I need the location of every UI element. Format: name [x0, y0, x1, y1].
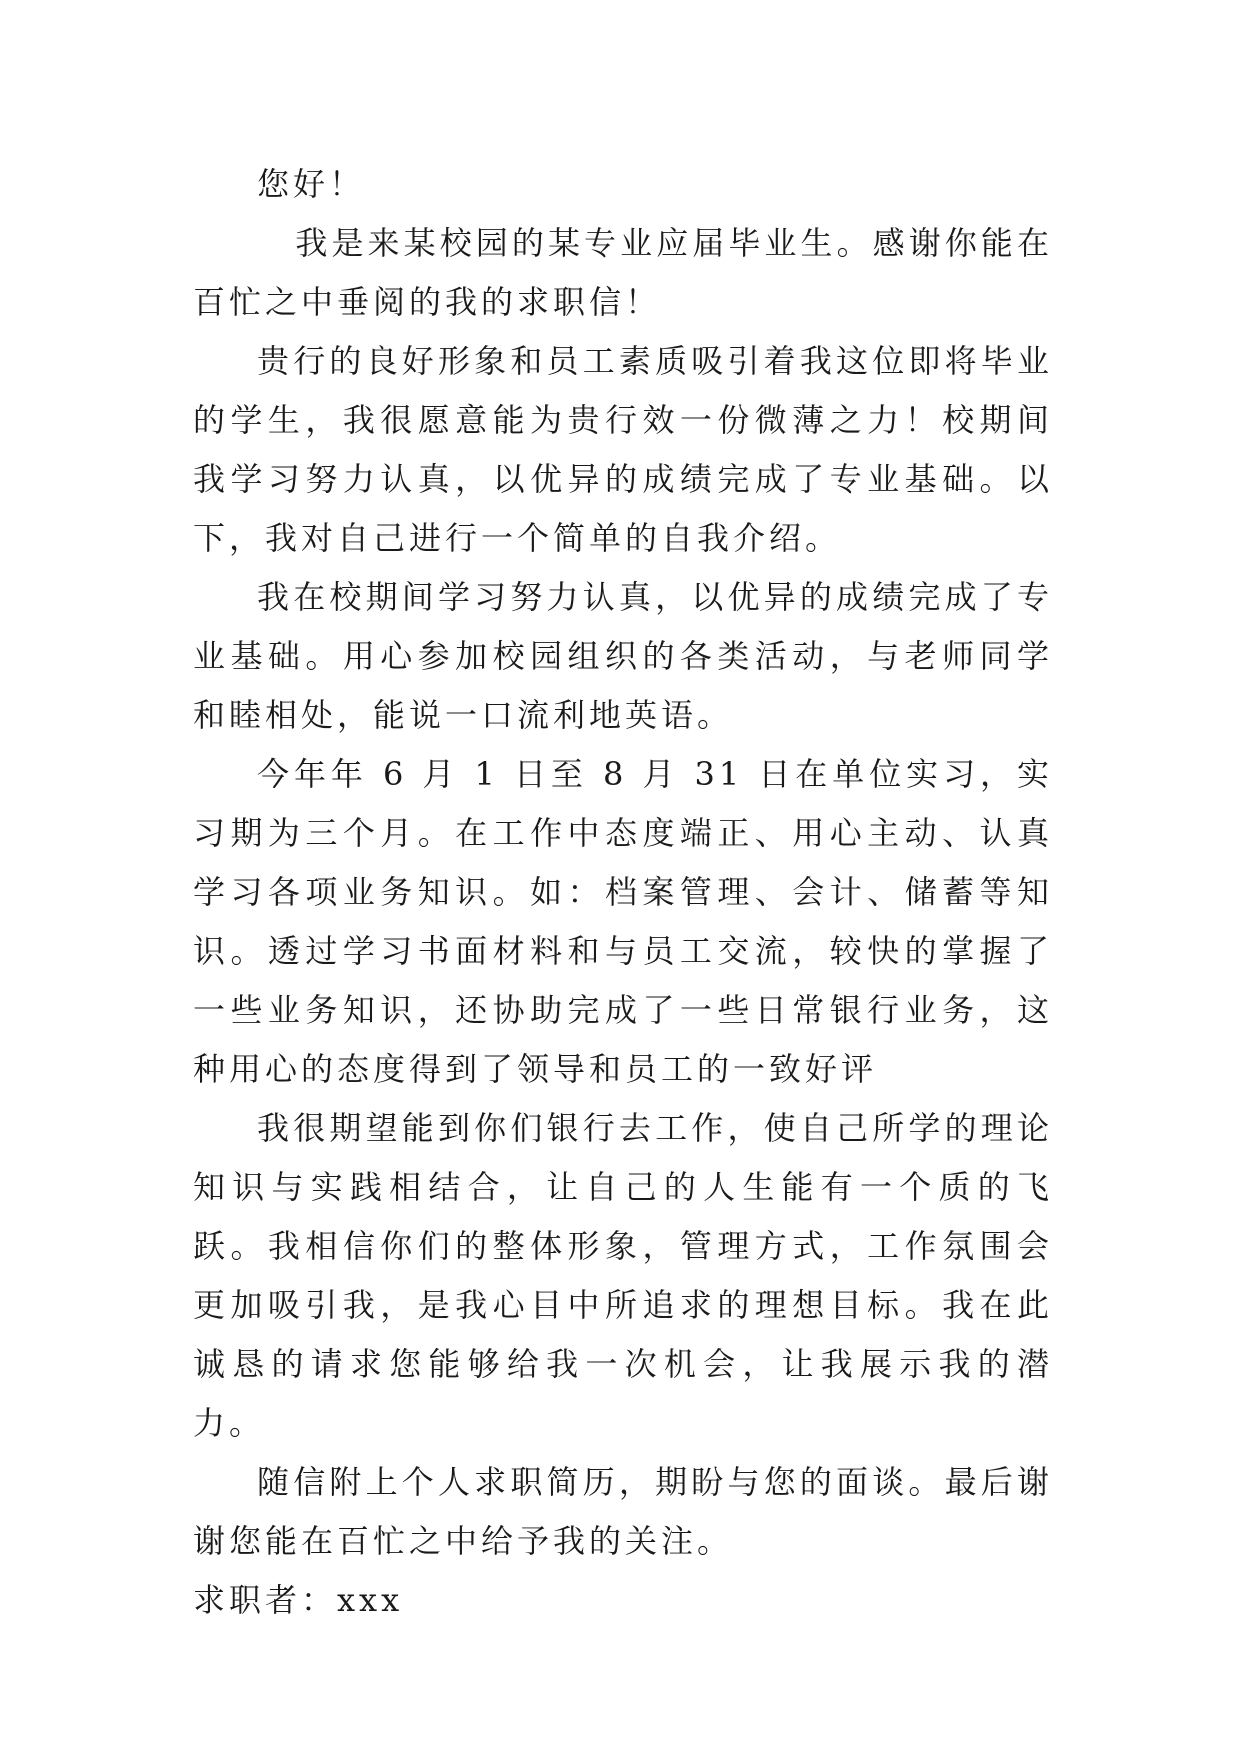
letter-paragraph-aspiration: 我很期望能到你们银行去工作，使自己所学的理论知识与实践相结合，让自己的人生能有一个质的飞跃。我相信你们的整体形象，管理方式，工作氛围会更加吸引我，是我心目中所追求的理想目标。我在此诚恳的请求您能够给我一次机会，让我展示我的潜力。	[193, 1109, 1053, 1442]
letter-greeting: 您好！	[257, 165, 366, 203]
letter-paragraph-school: 我在校期间学习努力认真，以优异的成绩完成了专业基础。用心参加校园组织的各类活动，与老师同学和睦相处，能说一口流利地英语。	[193, 578, 1053, 734]
letter-paragraph-intro: 我是来某校园的某专业应届毕业生。感谢你能在百忙之中垂阅的我的求职信！	[193, 224, 1053, 321]
letter-paragraph-motivation: 贵行的良好形象和员工素质吸引着我这位即将毕业的学生，我很愿意能为贵行效一份微薄之力！校期间我学习努力认真，以优异的成绩完成了专业基础。以下，我对自己进行一个简单的自我介绍。	[193, 342, 1053, 557]
letter-paragraph-internship: 今年年 6 月 1 日至 8 月 31 日在单位实习，实习期为三个月。在工作中态度端正、用心主动、认真学习各项业务知识。如：档案管理、会计、储蓄等知识。透过学习书面材料和与员工交流，较快的掌握了一些业务知识，还协助完成了一些日常银行业务，这种用心的态度得到了领导和员工的一致好评	[193, 755, 1053, 1088]
cover-letter-body	[193, 155, 1053, 1630]
letter-paragraph-closing: 随信附上个人求职简历，期盼与您的面谈。最后谢谢您能在百忙之中给予我的关注。	[193, 1463, 1053, 1560]
letter-signature: 求职者：xxx	[193, 1581, 404, 1619]
